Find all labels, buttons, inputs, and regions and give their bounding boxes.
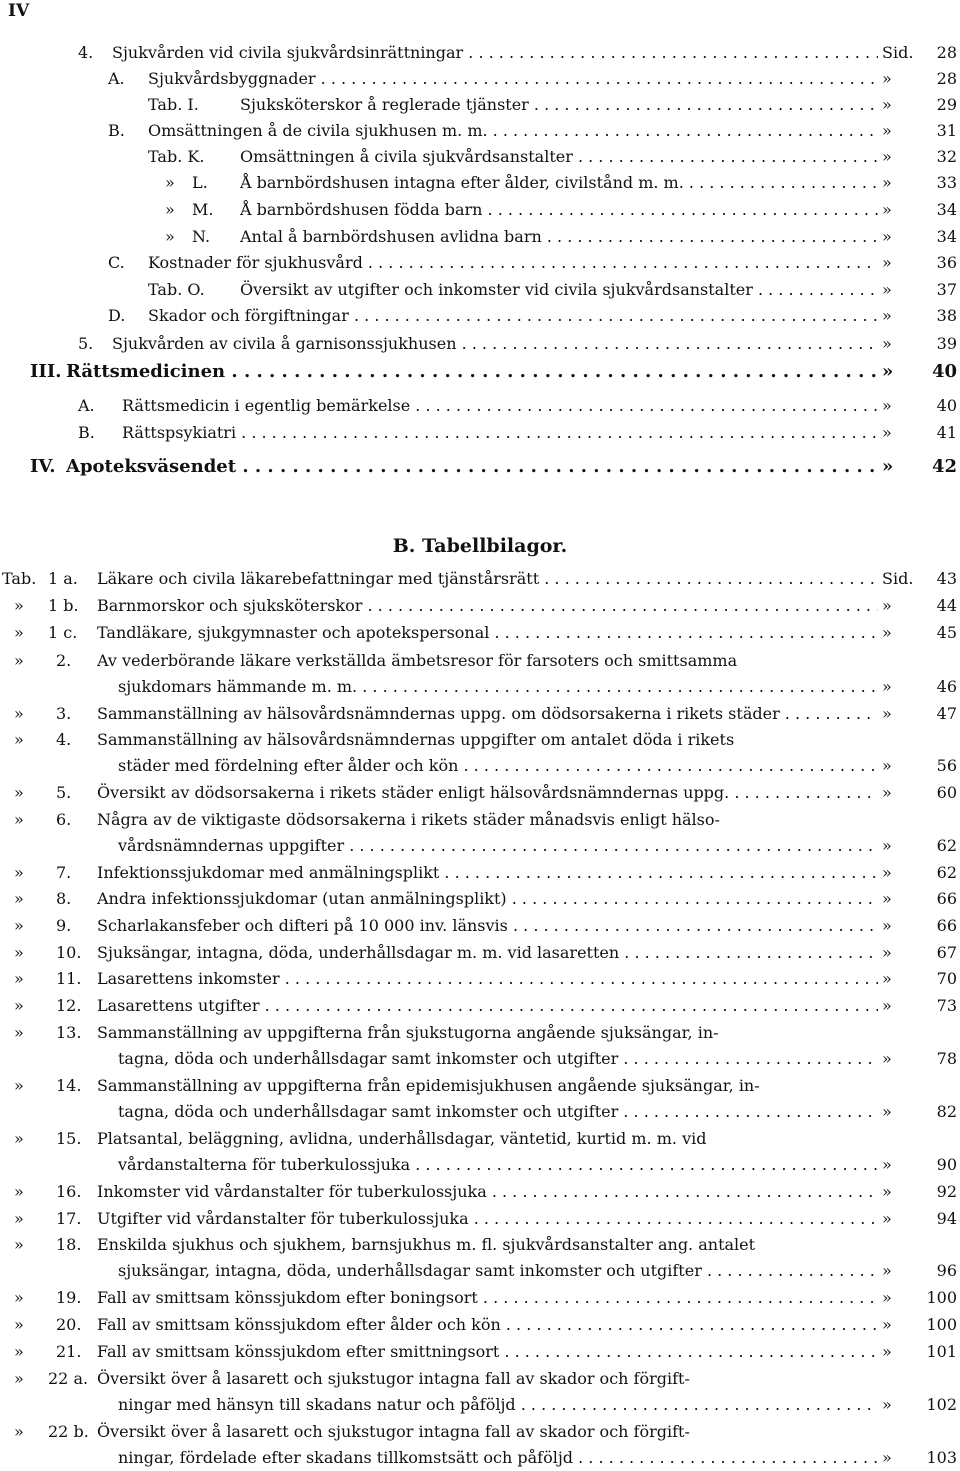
page-ref-number: 39 xyxy=(936,334,957,353)
table-entry xyxy=(0,966,960,992)
page-ref-number: 40 xyxy=(931,361,957,382)
page-ref-number: 38 xyxy=(936,306,957,325)
table-prefix: Tab. xyxy=(2,569,37,588)
table-entry-continuation xyxy=(0,1445,960,1471)
table-number: 1 c. xyxy=(48,623,78,642)
table-title: Enskilda sjukhus och sjukhem, barnsjukhus m. fl. sjukvårdsanstalter ang. antalet xyxy=(97,1235,756,1254)
page-ref-marker: » xyxy=(882,396,892,415)
page-ref-marker: » xyxy=(882,1261,892,1280)
table-entry-continuation xyxy=(0,753,960,779)
page-ref-marker: » xyxy=(882,863,892,882)
table-entry-continuation xyxy=(0,1392,960,1418)
page-ref-number: 102 xyxy=(926,1395,957,1414)
table-entry-continuation xyxy=(0,1258,960,1284)
toc-entry xyxy=(0,331,960,357)
toc-entry-title: Omsättningen å de civila sjukhusen m. m. . . . xyxy=(148,118,878,144)
toc-entry-label: B. xyxy=(108,121,125,140)
page-ref-marker: » xyxy=(882,756,892,775)
page-ref-marker: Sid. xyxy=(882,569,914,588)
table-prefix: » xyxy=(14,1129,24,1148)
toc-entry xyxy=(0,118,960,144)
table-title: Översikt över å lasarett och sjukstugor intagna fall av skador och förgift- xyxy=(97,1369,690,1388)
table-title: sjuksängar, intagna, döda, underhållsdagar samt inkomster och utgifter . . . xyxy=(118,1258,878,1284)
table-prefix: » xyxy=(14,1422,24,1441)
page-number: IV xyxy=(8,1,30,21)
table-entry xyxy=(0,1179,960,1205)
table-title: Några av de viktigaste dödsorsakerna i rikets städer månadsvis enligt hälso- xyxy=(97,810,720,829)
table-prefix: » xyxy=(14,1235,24,1254)
page-ref-number: 44 xyxy=(936,596,957,615)
page-ref-marker: » xyxy=(882,783,892,802)
toc-entry xyxy=(0,197,960,223)
table-number: 7. xyxy=(56,863,72,882)
page-ref-marker: » xyxy=(882,889,892,908)
table-prefix: » xyxy=(14,1342,24,1361)
table-title: Sammanställning av uppgifterna från sjukstugorna angående sjuksängar, in- xyxy=(97,1023,719,1042)
table-title: Lasarettens utgifter . . . xyxy=(97,993,878,1019)
page-ref-marker: » xyxy=(882,69,892,88)
page-ref-number: 31 xyxy=(936,121,957,140)
table-prefix: » xyxy=(14,916,24,935)
page-ref-number: 62 xyxy=(936,836,957,855)
table-title: ningar, fördelade efter skadans tillkomstsätt och påföljd . . . xyxy=(118,1445,878,1471)
table-number: 2. xyxy=(56,651,72,670)
table-title: Av vederbörande läkare verkställda ämbetsresor för farsoters och smittsamma xyxy=(97,651,738,670)
toc-entry xyxy=(0,250,960,276)
table-entry xyxy=(0,1366,960,1392)
toc-entry xyxy=(0,303,960,329)
page-ref-number: 33 xyxy=(936,173,957,192)
table-entry xyxy=(0,1419,960,1445)
page-ref-marker: » xyxy=(882,623,892,642)
table-entry-continuation xyxy=(0,1099,960,1125)
table-number: 14. xyxy=(56,1076,82,1095)
page-ref-marker: » xyxy=(882,943,892,962)
page-ref-marker: » xyxy=(882,423,892,442)
table-number: 18. xyxy=(56,1235,82,1254)
table-number: 5. xyxy=(56,783,72,802)
toc-entry-label: C. xyxy=(108,253,125,272)
page-ref-number: 100 xyxy=(926,1315,957,1334)
toc-entry-label: » xyxy=(165,227,175,246)
page-ref-number: 32 xyxy=(936,147,957,166)
page-ref-number: 40 xyxy=(936,396,957,415)
page-ref-marker: » xyxy=(882,1395,892,1414)
toc-entry-title: Omsättningen å civila sjukvårdsanstalter . . . xyxy=(240,144,878,170)
toc-entry xyxy=(0,170,960,196)
page-ref-marker: » xyxy=(882,1049,892,1068)
table-entry-continuation xyxy=(0,674,960,700)
page-ref-marker: » xyxy=(882,306,892,325)
page-ref-number: 62 xyxy=(936,863,957,882)
table-number: 1 a. xyxy=(48,569,78,588)
toc-entry xyxy=(0,454,960,480)
toc-entry xyxy=(0,420,960,446)
table-number: 6. xyxy=(56,810,72,829)
table-number: 10. xyxy=(56,943,82,962)
table-number: 11. xyxy=(56,969,82,988)
page-ref-marker: » xyxy=(882,996,892,1015)
table-title: Översikt av dödsorsakerna i rikets städer enligt hälsovårdsnämndernas uppg. . . . xyxy=(97,780,878,806)
page-ref-marker: » xyxy=(882,121,892,140)
table-title: Översikt över å lasarett och sjukstugor intagna fall av skador och förgift- xyxy=(97,1422,690,1441)
table-title: Utgifter vid vårdanstalter för tuberkulossjuka . . . xyxy=(97,1206,878,1232)
page-ref-number: 70 xyxy=(936,969,957,988)
page-ref-number: 73 xyxy=(936,996,957,1015)
table-entry xyxy=(0,940,960,966)
table-title: Andra infektionssjukdomar (utan anmälningsplikt) . . . xyxy=(97,886,878,912)
table-prefix: » xyxy=(14,943,24,962)
table-entry xyxy=(0,620,960,646)
table-title: vårdanstalterna för tuberkulossjuka . . . xyxy=(118,1152,878,1178)
page-ref-marker: » xyxy=(882,916,892,935)
table-title: städer med fördelning efter ålder och kön . . . xyxy=(118,753,878,779)
table-entry xyxy=(0,593,960,619)
page-ref-number: 82 xyxy=(936,1102,957,1121)
page-ref-marker: » xyxy=(882,969,892,988)
toc-entry-label: Tab. O. xyxy=(148,280,205,299)
page-ref-number: 34 xyxy=(936,227,957,246)
toc-entry-label: A. xyxy=(78,396,95,415)
table-title: Sammanställning av hälsovårdsnämndernas uppgifter om antalet döda i rikets xyxy=(97,730,735,749)
toc-entry xyxy=(0,224,960,250)
table-entry xyxy=(0,780,960,806)
table-number: 9. xyxy=(56,916,72,935)
table-entry xyxy=(0,1312,960,1338)
toc-entry-sublabel: M. xyxy=(192,200,214,219)
table-entry xyxy=(0,727,960,753)
table-title: sjukdomars hämmande m. m. . . . xyxy=(118,674,878,700)
toc-entry-label: 4. xyxy=(78,43,94,62)
table-entry xyxy=(0,807,960,833)
page-ref-number: 37 xyxy=(936,280,957,299)
table-title: Sammanställning av hälsovårdsnämndernas uppg. om dödsorsakerna i rikets städer . . . xyxy=(97,701,878,727)
toc-entry xyxy=(0,92,960,118)
toc-entry-label: A. xyxy=(108,69,125,88)
table-number: 19. xyxy=(56,1288,82,1307)
toc-entry-label: IV. xyxy=(30,456,56,477)
toc-entry-label: D. xyxy=(108,306,126,325)
toc-entry xyxy=(0,40,960,66)
table-prefix: » xyxy=(14,1369,24,1388)
table-entry xyxy=(0,1285,960,1311)
page-ref-number: 60 xyxy=(936,783,957,802)
table-title: tagna, döda och underhållsdagar samt inkomster och utgifter . . . xyxy=(118,1046,878,1072)
table-prefix: » xyxy=(14,969,24,988)
page-ref-number: 103 xyxy=(926,1448,957,1467)
page-ref-number: 67 xyxy=(936,943,957,962)
table-prefix: » xyxy=(14,1209,24,1228)
page-ref-number: 78 xyxy=(936,1049,957,1068)
toc-entry-title: Sjuksköterskor å reglerade tjänster . . . xyxy=(240,92,878,118)
table-entry xyxy=(0,860,960,886)
toc-entry-title: Å barnbördshusen födda barn . . . xyxy=(240,197,878,223)
toc-entry xyxy=(0,277,960,303)
table-number: 13. xyxy=(56,1023,82,1042)
page-ref-marker: » xyxy=(882,1102,892,1121)
table-title: Platsantal, beläggning, avlidna, underhållsdagar, väntetid, kurtid m. m. vid xyxy=(97,1129,707,1148)
table-entry xyxy=(0,993,960,1019)
page-ref-number: 47 xyxy=(936,704,957,723)
page-ref-number: 56 xyxy=(936,756,957,775)
toc-entry-title: Rättsmedicin i egentlig bemärkelse . . . xyxy=(122,393,878,419)
table-entry xyxy=(0,1020,960,1046)
page-ref-marker: » xyxy=(882,200,892,219)
table-number: 20. xyxy=(56,1315,82,1334)
toc-entry xyxy=(0,144,960,170)
toc-entry-title: Å barnbördshusen intagna efter ålder, civilstånd m. m. . . . xyxy=(240,170,878,196)
table-number: 17. xyxy=(56,1209,82,1228)
page-ref-number: 92 xyxy=(936,1182,957,1201)
table-title: Fall av smittsam könssjukdom efter smittningsort . . . xyxy=(97,1339,878,1365)
page-ref-marker: » xyxy=(882,361,894,382)
table-entry xyxy=(0,1339,960,1365)
toc-entry-title: Apoteksväsendet . . . xyxy=(66,454,878,480)
page-ref-marker: » xyxy=(882,596,892,615)
table-prefix: » xyxy=(14,704,24,723)
page-ref-marker: » xyxy=(882,227,892,246)
toc-entry-label: III. xyxy=(30,361,62,382)
table-title: ningar med hänsyn till skadans natur och påföljd . . . xyxy=(118,1392,878,1418)
page-ref-marker: » xyxy=(882,95,892,114)
toc-entry xyxy=(0,359,960,385)
page-ref-number: 28 xyxy=(936,43,957,62)
table-entry-continuation xyxy=(0,1152,960,1178)
table-entry xyxy=(0,701,960,727)
table-title: Inkomster vid vårdanstalter för tuberkulossjuka . . . xyxy=(97,1179,878,1205)
page-ref-marker: Sid. xyxy=(882,43,914,62)
toc-entry-label: Tab. I. xyxy=(148,95,199,114)
page-ref-number: 100 xyxy=(926,1288,957,1307)
table-prefix: » xyxy=(14,1182,24,1201)
page-ref-marker: » xyxy=(882,704,892,723)
page-ref-number: 96 xyxy=(936,1261,957,1280)
table-title: Läkare och civila läkarebefattningar med tjänstårsrätt . . . xyxy=(97,566,878,592)
table-title: Tandläkare, sjukgymnaster och apotekspersonal . . . xyxy=(97,620,878,646)
toc-entry-title: Rättspsykiatri . . . xyxy=(122,420,878,446)
table-entry-continuation xyxy=(0,1046,960,1072)
table-entry xyxy=(0,1126,960,1152)
toc-entry-title: Kostnader för sjukhusvård . . . xyxy=(148,250,878,276)
toc-entry-title: Sjukvården av civila å garnisonssjukhusen . . . xyxy=(112,331,878,357)
toc-entry-label: B. xyxy=(78,423,95,442)
table-number: 15. xyxy=(56,1129,82,1148)
table-title: Sammanställning av uppgifterna från epidemisjukhusen angående sjuksängar, in- xyxy=(97,1076,760,1095)
table-prefix: » xyxy=(14,863,24,882)
table-entry xyxy=(0,566,960,592)
table-title: Barnmorskor och sjuksköterskor . . . xyxy=(97,593,878,619)
section-heading-tabellbilagor: B. Tabellbilagor. xyxy=(392,535,568,557)
table-entry xyxy=(0,913,960,939)
table-entry-continuation xyxy=(0,833,960,859)
table-title: Lasarettens inkomster . . . xyxy=(97,966,878,992)
page-ref-marker: » xyxy=(882,836,892,855)
toc-entry-title: Översikt av utgifter och inkomster vid civila sjukvårdsanstalter . . . xyxy=(240,277,878,303)
table-prefix: » xyxy=(14,783,24,802)
table-prefix: » xyxy=(14,1023,24,1042)
page-ref-number: 46 xyxy=(936,677,957,696)
table-number: 16. xyxy=(56,1182,82,1201)
page-ref-number: 101 xyxy=(926,1342,957,1361)
toc-entry xyxy=(0,66,960,92)
toc-entry-title: Sjukvården vid civila sjukvårdsinrättningar . . . xyxy=(112,40,878,66)
table-title: Scharlakansfeber och difteri på 10 000 inv. länsvis . . . xyxy=(97,913,878,939)
page-ref-marker: » xyxy=(882,1209,892,1228)
page-ref-marker: » xyxy=(882,456,894,477)
page-ref-number: 45 xyxy=(936,623,957,642)
toc-entry-sublabel: L. xyxy=(192,173,208,192)
page-ref-number: 43 xyxy=(936,569,957,588)
table-prefix: » xyxy=(14,596,24,615)
table-title: tagna, döda och underhållsdagar samt inkomster och utgifter . . . xyxy=(118,1099,878,1125)
table-entry xyxy=(0,886,960,912)
page-ref-number: 90 xyxy=(936,1155,957,1174)
page-ref-number: 41 xyxy=(936,423,957,442)
toc-entry xyxy=(0,393,960,419)
toc-entry-title: Skador och förgiftningar . . . xyxy=(148,303,878,329)
toc-entry-title: Antal å barnbördshusen avlidna barn . . . xyxy=(240,224,878,250)
table-prefix: » xyxy=(14,810,24,829)
page-ref-number: 42 xyxy=(931,456,957,477)
page-ref-number: 94 xyxy=(936,1209,957,1228)
toc-entry-label: » xyxy=(165,173,175,192)
page-ref-marker: » xyxy=(882,1288,892,1307)
toc-entry-title: Rättsmedicinen . . . xyxy=(66,359,878,385)
page-ref-number: 36 xyxy=(936,253,957,272)
table-prefix: » xyxy=(14,1076,24,1095)
table-title: Sjuksängar, intagna, döda, underhållsdagar m. m. vid lasaretten . . . xyxy=(97,940,878,966)
page-ref-marker: » xyxy=(882,1315,892,1334)
table-number: 12. xyxy=(56,996,82,1015)
table-entry xyxy=(0,1232,960,1258)
page-ref-marker: » xyxy=(882,1448,892,1467)
page-ref-marker: » xyxy=(882,253,892,272)
page-ref-marker: » xyxy=(882,1182,892,1201)
page-ref-marker: » xyxy=(882,677,892,696)
table-prefix: » xyxy=(14,651,24,670)
page-ref-marker: » xyxy=(882,147,892,166)
table-number: 4. xyxy=(56,730,72,749)
table-number: 22 b. xyxy=(48,1422,89,1441)
table-entry xyxy=(0,1206,960,1232)
table-number: 22 a. xyxy=(48,1369,89,1388)
page-ref-marker: » xyxy=(882,280,892,299)
table-prefix: » xyxy=(14,996,24,1015)
page-ref-number: 34 xyxy=(936,200,957,219)
table-number: 3. xyxy=(56,704,72,723)
table-number: 8. xyxy=(56,889,72,908)
table-title: Fall av smittsam könssjukdom efter boningsort . . . xyxy=(97,1285,878,1311)
table-title: vårdsnämndernas uppgifter . . . xyxy=(118,833,878,859)
page-ref-number: 28 xyxy=(936,69,957,88)
table-prefix: » xyxy=(14,1315,24,1334)
table-prefix: » xyxy=(14,730,24,749)
table-prefix: » xyxy=(14,623,24,642)
page-ref-number: 66 xyxy=(936,916,957,935)
page-ref-marker: » xyxy=(882,334,892,353)
toc-entry-sublabel: N. xyxy=(192,227,211,246)
table-entry xyxy=(0,648,960,674)
toc-entry-label: » xyxy=(165,200,175,219)
table-number: 1 b. xyxy=(48,596,79,615)
toc-entry-label: Tab. K. xyxy=(148,147,205,166)
toc-entry-title: Sjukvårdsbyggnader . . . xyxy=(148,66,878,92)
page-ref-number: 29 xyxy=(936,95,957,114)
table-prefix: » xyxy=(14,889,24,908)
table-title: Fall av smittsam könssjukdom efter ålder och kön . . . xyxy=(97,1312,878,1338)
table-title: Infektionssjukdomar med anmälningsplikt . . . xyxy=(97,860,878,886)
toc-entry-label: 5. xyxy=(78,334,94,353)
table-prefix: » xyxy=(14,1288,24,1307)
page-ref-marker: » xyxy=(882,1155,892,1174)
table-entry xyxy=(0,1073,960,1099)
table-number: 21. xyxy=(56,1342,82,1361)
page-ref-marker: » xyxy=(882,1342,892,1361)
page-ref-number: 66 xyxy=(936,889,957,908)
page-ref-marker: » xyxy=(882,173,892,192)
